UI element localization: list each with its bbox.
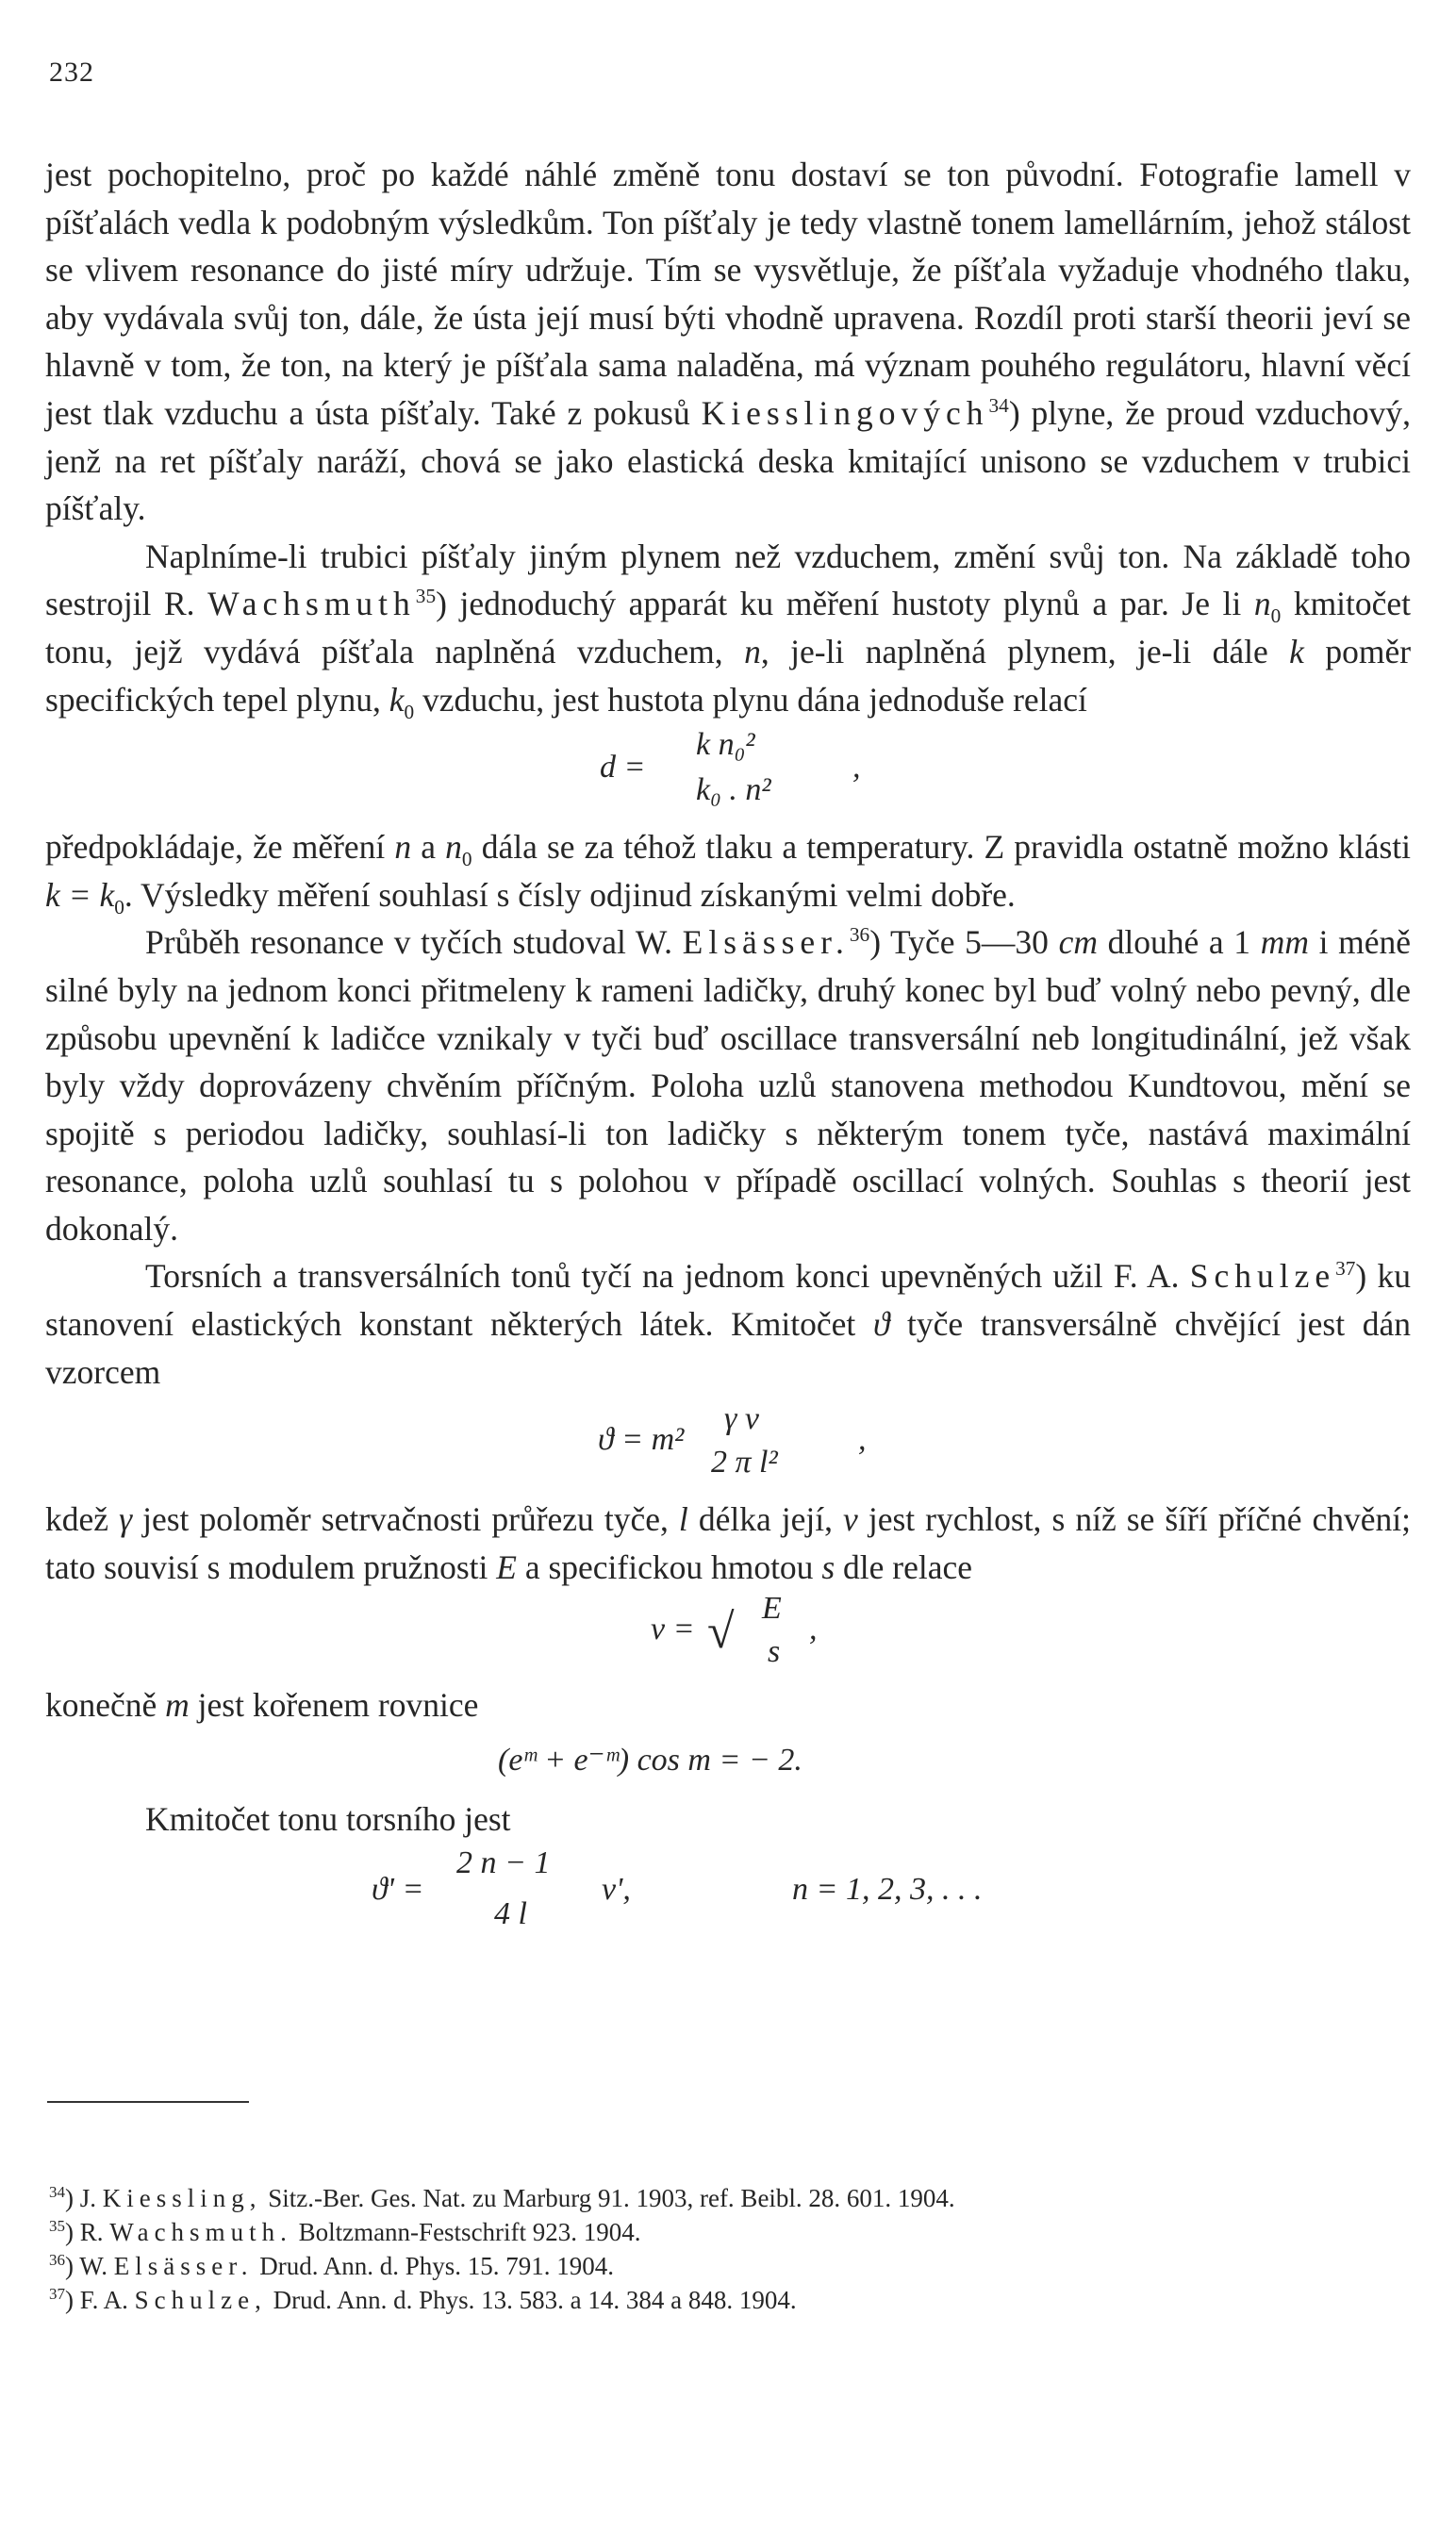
formula-transverse-frequency: ϑ = m² γ v 2 π l² , — [598, 1401, 867, 1481]
footnote-divider — [47, 2101, 249, 2103]
formula-density: d = k n₀² k₀ . n² , — [600, 727, 861, 808]
footnotes — [49, 2181, 1398, 2317]
paragraph-2: Naplníme-li trubici píšťaly jiným plynem než vzduchem, změní svůj ton. Na základě toho sestrojil R. Wachsmuth$^{35}$) jednoduchý apparát ku měření hustoty plynů a par. Je li $n_0$ kmitočet tonu, jejž vydává píšťala naplněná vzduchem, n, je-li naplněná plynem, je-li dále k poměr specifických tepel plynu, $k_0$ vzduchu, jest hustota plynu dána jednoduše relací — [45, 537, 1412, 723]
author-name: Wachsmuth — [207, 585, 416, 623]
footnote-ref: 36 — [849, 923, 870, 947]
sqrt-icon: √ — [707, 1605, 735, 1660]
author-name: Elsässer. — [682, 923, 850, 962]
paragraph-1: jest pochopitelno, proč po každé náhlé změně tonu dostaví se ton původní. Fotografie lamell v píšťalách vedla k podobným výsledkům. Ton píšťaly je tedy vlastně tonem lamellárním, jehož stálost se vlivem resonance do jisté míry udržuje. Tím se vysvětluje, že píšťala vyžaduje vhodného tlaku, aby vydávala svůj ton, dále, že ústa její musí býti vhodně upravena. Rozdíl proti starší theorii jeví se hlavně v tom, že ton, na který je píšťala sama naladěna, má význam pouhého regulátoru, hlavní věcí jest tlak vzduchu a ústa píšťaly. Také z pokusů Kiesslingových$^{34}$) plyne, že proud vzduchový, jenž na ret píšťaly naráží, chová se jako elastická deska kmitající unisono se vzduchem v trubici píšťaly. — [45, 156, 1412, 528]
formula-velocity: v = √ E s , — [651, 1591, 818, 1670]
footnote-34: $^{34}$) J. Kiessling, Sitz.-Ber. Ges. Nat. zu Marburg 91. 1903, ref. Beibl. 28. 601. 1904. — [49, 2183, 955, 2212]
formula-root-equation: (eᵐ + e⁻ᵐ) cos m = − 2. — [498, 1743, 802, 1778]
paragraph-6: kdež γ jest poloměr setrvačnosti průřezu tyče, l délka její, v jest rychlost, s níž se šíří příčné chvění; tato souvisí s modulem pružnosti E a specifickou hmotou s dle relace — [45, 1500, 1412, 1586]
page-number: 232 — [49, 57, 94, 88]
formula-torsion-frequency: ϑ' = 2 n − 1 4 l v', n = 1, 2, 3, . . . — [372, 1844, 983, 1931]
body-text — [45, 151, 1411, 1944]
paragraph-7: konečně m jest kořenem rovnice — [45, 1686, 479, 1725]
paragraph-8: Kmitočet tonu torsního jest — [145, 1800, 511, 1839]
paragraph-4: Průběh resonance v tyčích studoval W. Elsässer.$^{36}$) Tyče 5—30 cm dlouhé a 1 mm i méně silné byly na jednom konci přitmeleny k rameni ladičky, druhý konec byl buď volný nebo pevný, dle způsobu upevnění k ladičce vznikaly v tyči buď oscillace transversální neb longitudinální, jež však byly vždy doprovázeny chvěním příčným. Poloha uzlů stanovena methodou Kundtovou, mění se spojitě s periodou ladičky, souhlasí-li ton ladičky s některým tonem tyče, nastává maximální resonance, poloha uzlů souhlasí tu s polohou v případě oscillací volných. Souhlas s theorií jest dokonalý. — [45, 923, 1412, 1248]
author-name: Kiesslingových — [701, 393, 989, 432]
paragraph-5: Torsních a transversálních tonů tyčí na jednom konci upevněných užil F. A. Schulze$^{37}$) ku stanovení elastických konstant některých látek. Kmitočet ϑ tyče transversálně chvějící jest dán vzorcem — [45, 1257, 1411, 1391]
footnote-ref: 34 — [988, 394, 1009, 418]
footnote-36: $^{36}$) W. Elsässer. Drud. Ann. d. Phys. 15. 791. 1904. — [49, 2251, 615, 2280]
footnote-35: $^{35}$) R. Wachsmuth. Boltzmann-Festschrift 923. 1904. — [49, 2217, 641, 2246]
paragraph-3: předpokládaje, že měření n a $n_0$ dála se za téhož tlaku a temperatury. Z pravidla ostatně možno klásti $k = k_0$. Výsledky měření souhlasí s čísly odjinud získanými velmi dobře. — [45, 828, 1412, 918]
footnote-37: $^{37}$) F. A. Schulze, Drud. Ann. d. Phys. 13. 583. a 14. 384 a 848. 1904. — [49, 2285, 797, 2314]
footnote-ref: 35 — [415, 585, 437, 608]
author-name: Schulze — [1189, 1257, 1336, 1296]
footnote-ref: 37 — [1335, 1257, 1356, 1281]
